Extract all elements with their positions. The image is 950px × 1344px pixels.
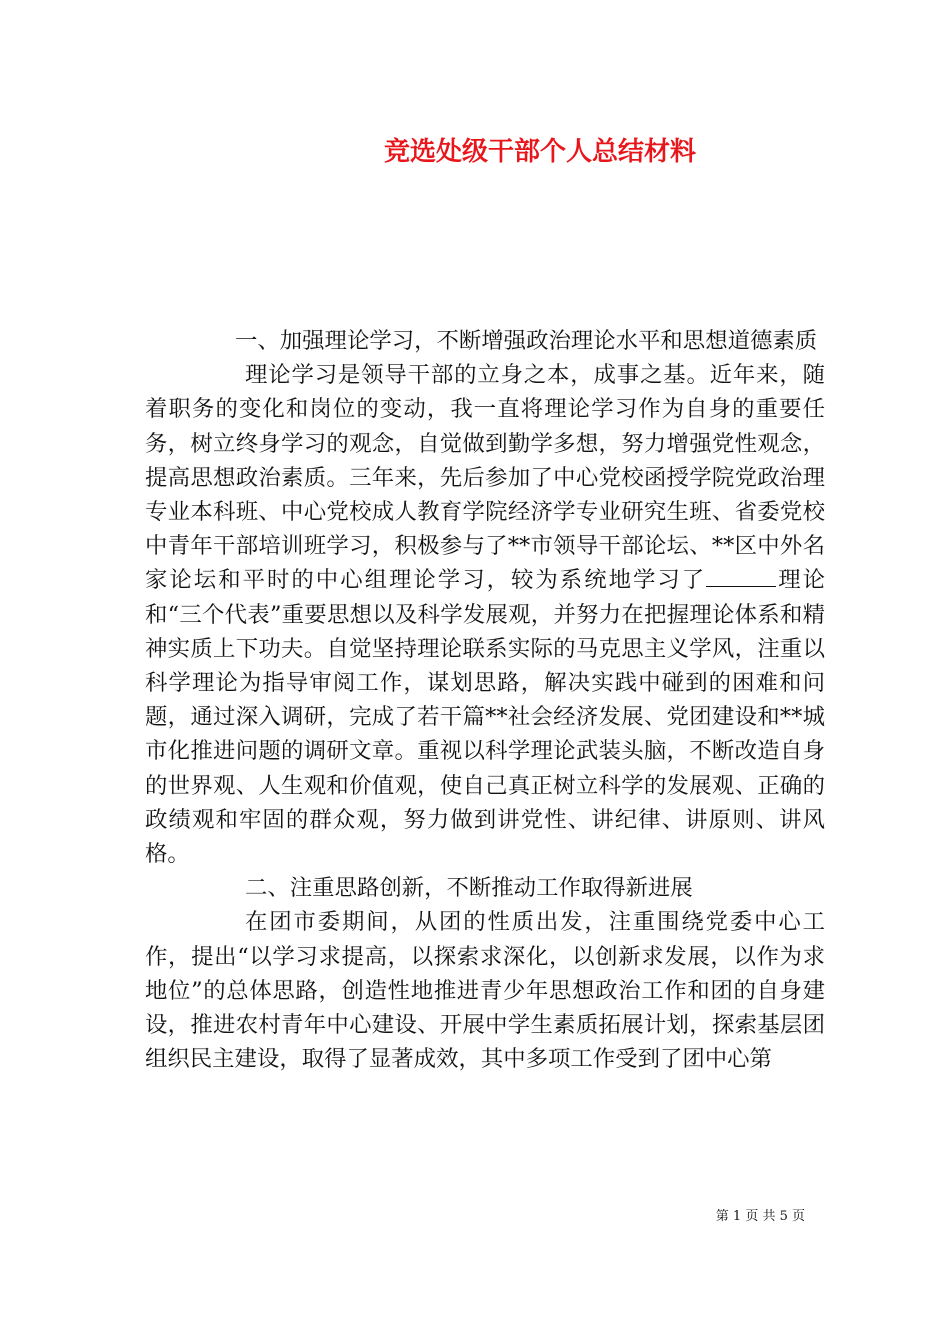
document-body <box>145 324 825 1076</box>
paragraph-1 <box>145 358 825 871</box>
paragraph-1-part-1: 理论学习是领导干部的立身之本，成事之基。近年来，随着职务的变化和岗位的变动，我一直将理论学习作为自身的重要任务，树立终身学习的观念，自觉做到勤学多想，努力增强党性观念，提高思想政治素质。三年来，先后参加了中心党校函授学院党政治理专业本科班、中心党校成人教育学院经济学专业研究生班、省委党校中青年干部培训班学习，积极参与了**市领导干部论坛、**区中外名家论坛和平时的中心组理论学习，较为系统地学习了 <box>145 362 825 594</box>
paragraph-2: 在团市委期间，从团的性质出发，注重围绕党委中心工作，提出“以学习求提高，以探索求深化，以创新求发展，以作为求地位”的总体思路，创造性地推进青少年思想政治工作和团的自身建设，推进农村青年中心建设、开展中学生素质拓展计划，探索基层团组织民主建设，取得了显著成效，其中多项工作受到了团中心第 <box>145 909 825 1073</box>
fill-in-blank <box>706 564 776 587</box>
paragraph-1-part-2: 理论和“三个代表”重要思想以及科学发展观，并努力在把握理论体系和精神实质上下功夫。自觉坚持理论联系实际的马克思主义学风，注重以科学理论为指导审阅工作，谋划思路，解决实践中碰到的困难和问题，通过深入调研，完成了若干篇**社会经济发展、党团建设和**城市化推进问题的调研文章。重视以科学理论武装头脑，不断改造自身的世界观、人生观和价值观，使自己真正树立科学的发展观、正确的政绩观和牢固的群众观，努力做到讲党性、讲纪律、讲原则、讲风格。 <box>145 567 826 868</box>
section-heading-2: 二、注重思路创新，不断推动工作取得新进展 <box>245 875 693 902</box>
page-number: 第 1 页 共 5 页 <box>715 1209 805 1224</box>
section-heading-1: 一、加强理论学习，不断增强政治理论水平和思想道德素质 <box>235 328 818 354</box>
document-title: 竞选处级干部个人总结材料 <box>383 137 696 167</box>
